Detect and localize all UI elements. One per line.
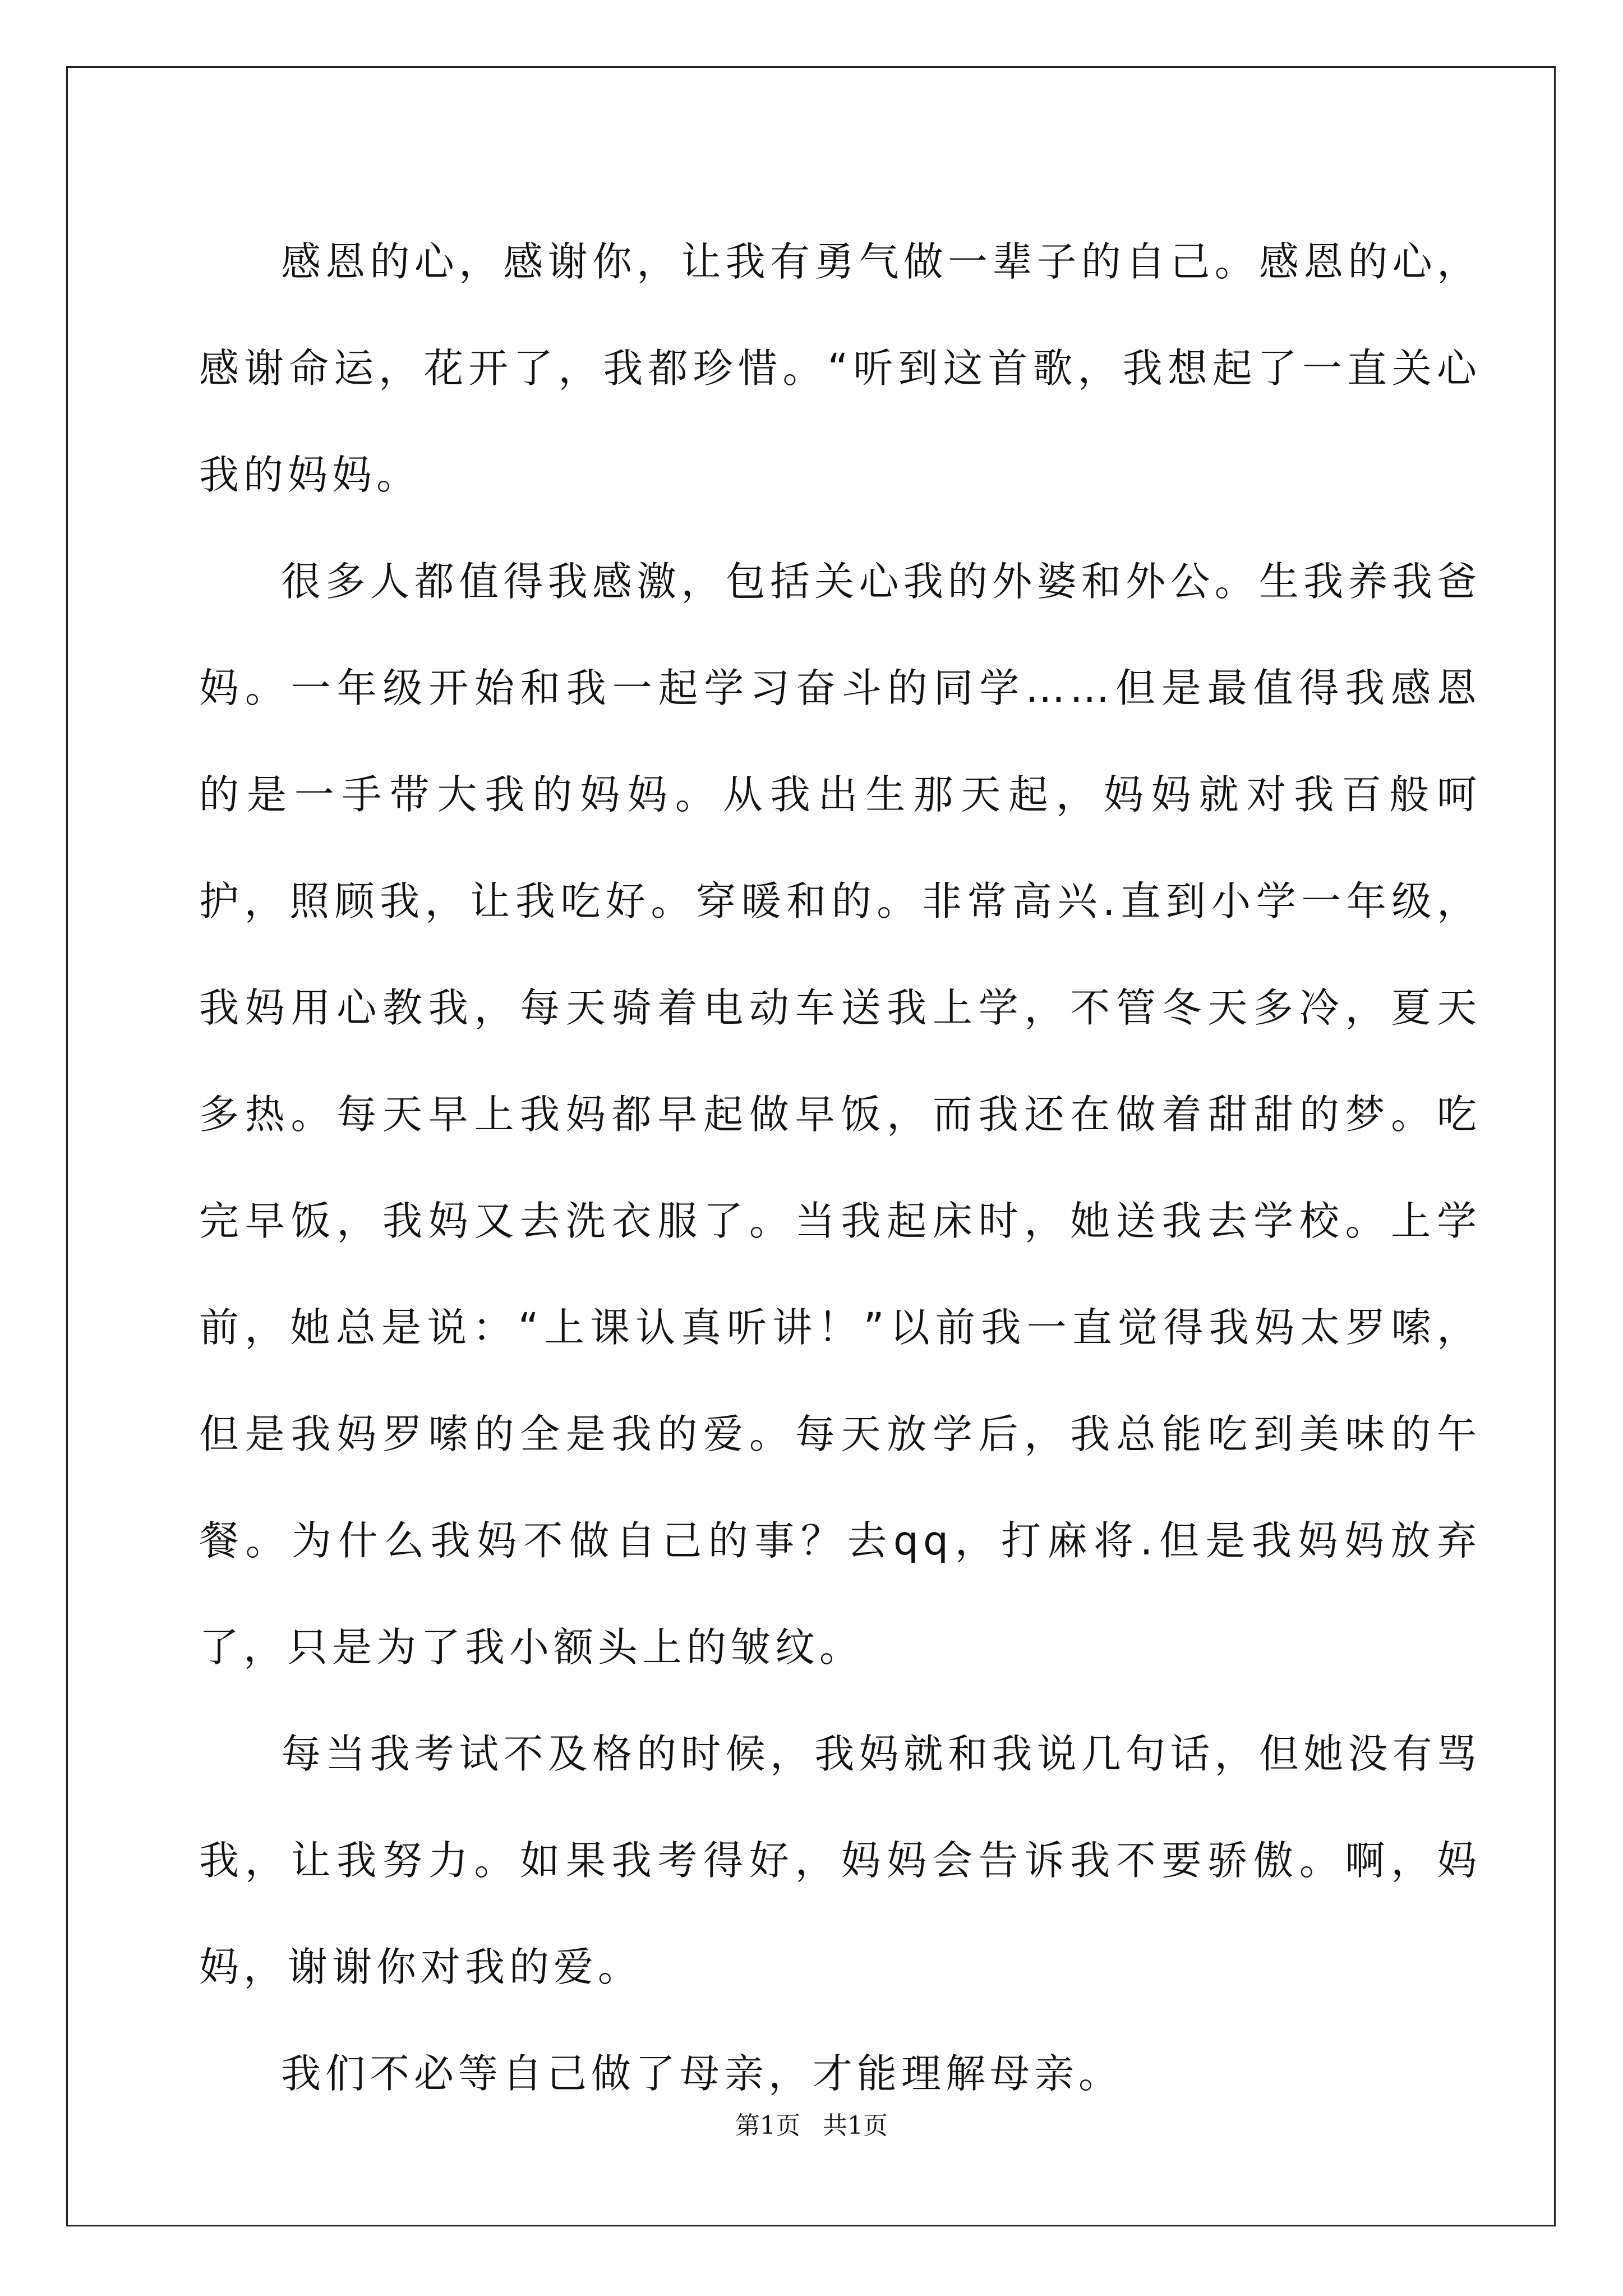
paragraph-1: 感恩的心，感谢你，让我有勇气做一辈子的自己。感恩的心，感谢命运，花开了，我都珍惜。“听到这首歌，我想起了一直关心我的妈妈。	[199, 238, 1481, 498]
page-number-current: 第1页	[735, 2111, 800, 2140]
paragraph-3: 每当我考试不及格的时候，我妈就和我说几句话，但她没有骂我，让我努力。如果我考得好，妈妈会告诉我不要骄傲。啊，妈妈，谢谢你对我的爱。	[199, 1731, 1481, 1990]
page-footer	[0, 2109, 1623, 2143]
document-body	[199, 209, 1481, 2127]
paragraph-4: 我们不必等自己做了母亲，才能理解母亲。	[281, 2050, 1123, 2097]
paragraph-2: 很多人都值得我感激，包括关心我的外婆和外公。生我养我爸妈。一年级开始和我一起学习奋斗的同学……但是最值得我感恩的是一手带大我的妈妈。从我出生那天起，妈妈就对我百般呵护，照顾我，让我吃好。穿暖和的。非常高兴.直到小学一年级，我妈用心教我，每天骑着电动车送我上学，不管冬天多冷，夏天多热。每天早上我妈都早起做早饭，而我还在做着甜甜的梦。吃完早饭，我妈又去洗衣服了。当我起床时，她送我去学校。上学前，她总是说：“上课认真听讲！”以前我一直觉得我妈太罗嗦，但是我妈罗嗦的全是我的爱。每天放学后，我总能吃到美味的午餐。为什么我妈不做自己的事？去qq，打麻将.但是我妈妈放弃了，只是为了我小额头上的皱纹。	[199, 558, 1481, 1671]
page-number-total: 共1页	[823, 2111, 888, 2140]
